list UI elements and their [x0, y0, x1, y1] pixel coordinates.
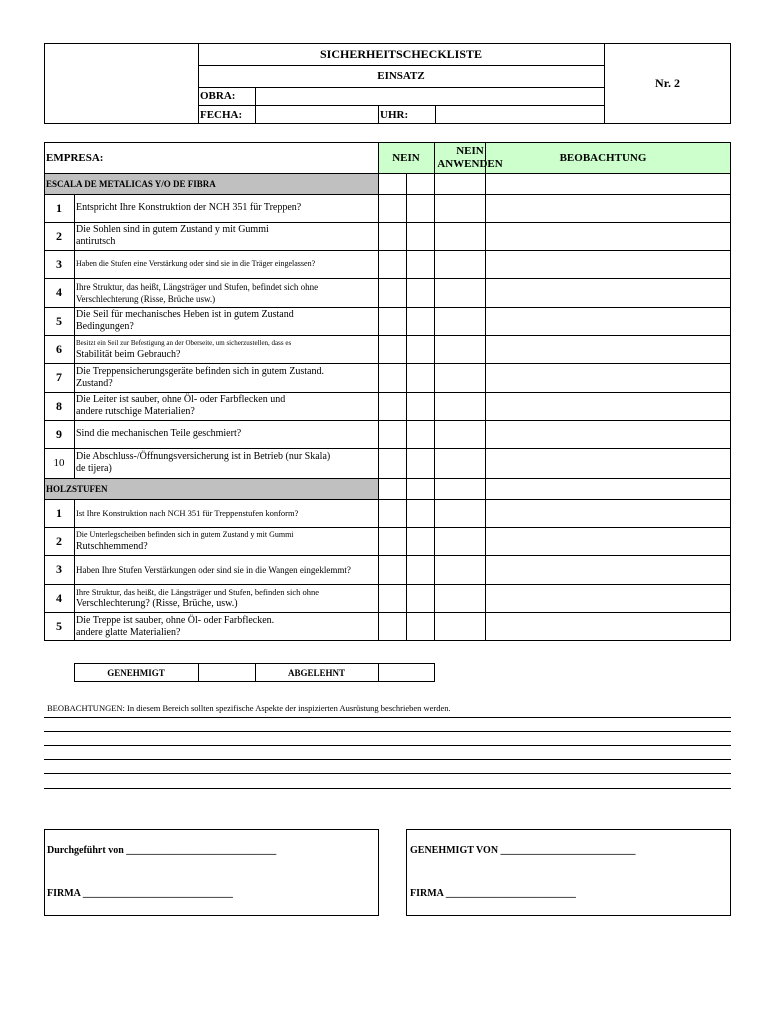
row-number: 1: [56, 505, 62, 520]
row-number: 5: [56, 619, 62, 633]
row-number: 5: [56, 313, 62, 328]
question-text: Entspricht Ihre Konstruktion der NCH 351 für Treppen?: [76, 202, 302, 213]
col-nein-anwenden-line1: NEIN: [456, 144, 484, 157]
row-number: 10: [53, 457, 65, 469]
question-text: Besitzt ein Seil zur Befestigung an der Oberseite, um sicherzustellen, dass es Stabilität beim Gebrauch?: [76, 339, 292, 360]
question-text: Die Unterlegscheiben befinden sich in gutem Zustand y mit Gummi Rutschhemmend?: [76, 530, 294, 552]
col-nein-anwenden-line2: ANWENDEN: [437, 157, 503, 170]
right-firma-field[interactable]: FIRMA __________________________: [410, 888, 576, 899]
form-subtitle: EINSATZ: [377, 70, 425, 82]
row-number: 4: [56, 590, 62, 605]
fecha-label: FECHA:: [200, 108, 243, 121]
row-number: 2: [56, 228, 62, 243]
observation-line: [44, 759, 731, 760]
row-number: 2: [56, 533, 62, 548]
uhr-field[interactable]: [436, 105, 604, 124]
observation-line: [44, 788, 731, 789]
approved-checkbox[interactable]: [199, 664, 254, 681]
row-number: 3: [56, 256, 62, 271]
question-text: Ihre Struktur, das heißt, die Längsträger und Stufen, befinden sich ohne Verschlechterung? (Risse, Brüche, usw.): [76, 587, 320, 609]
signature-box-left: [44, 829, 379, 916]
row-number: 1: [56, 200, 62, 215]
question-text: Die Leiter ist sauber, ohne Öl- oder Farbflecken und andere rutschige Materialien?: [76, 394, 286, 417]
question-text: Haben Ihre Stufen Verstärkungen oder sind sie in die Wangen eingeklemmt?: [76, 564, 351, 575]
row-number: 4: [56, 285, 62, 299]
question-text: Ihre Struktur, das heißt, Längsträger und Stufen, befindet sich ohne Verschlechterung (Risse, Brüche usw.): [76, 281, 319, 304]
empresa-label: EMPRESA:: [46, 151, 104, 164]
section-title: HOLZSTUFEN: [46, 483, 108, 494]
left-firma-field[interactable]: FIRMA ______________________________: [47, 888, 233, 899]
observation-line: [44, 731, 731, 732]
col-beobachtung: BEOBACHTUNG: [559, 151, 647, 164]
form-title: SICHERHEITSCHECKLISTE: [319, 46, 483, 61]
obra-label: OBRA:: [200, 90, 236, 102]
observations-text: BEOBACHTUNGEN: In diesem Bereich sollten spezifische Aspekte der inspizierten Ausrüstung beschrieben werden.: [47, 703, 451, 713]
row-number: 7: [56, 370, 62, 384]
uhr-label: UHR:: [380, 108, 409, 121]
row-number: 8: [56, 398, 62, 413]
col-nein: NEIN: [392, 151, 420, 164]
question-text: Die Sohlen sind in gutem Zustand y mit Gummi antirutsch: [76, 224, 269, 247]
question-text: Die Treppensicherungsgeräte befinden sich in gutem Zustand. Zustand?: [76, 365, 324, 389]
form-number: Nr. 2: [655, 76, 680, 90]
fecha-field[interactable]: [256, 105, 378, 124]
approved-label: GENEHMIGT: [107, 667, 165, 678]
row-number: 3: [56, 562, 62, 576]
rejected-checkbox[interactable]: [379, 664, 434, 681]
performed-by-field[interactable]: Durchgeführt von ______________________________: [47, 845, 277, 856]
question-text: Die Seil für mechanisches Heben ist in gutem Zustand Bedingungen?: [76, 309, 294, 332]
question-text: Die Treppe ist sauber, ohne Öl- oder Farbflecken. andere glatte Materialien?: [76, 614, 275, 638]
section-title: ESCALA DE METALICAS Y/O DE FIBRA: [46, 178, 216, 189]
observation-line: [44, 717, 731, 718]
signature-box-right: [406, 829, 731, 916]
question-text: Ist Ihre Konstruktion nach NCH 351 für Treppenstufen konform?: [76, 508, 299, 518]
row-number: 6: [56, 341, 62, 356]
row-number: 9: [56, 426, 62, 441]
question-text: Haben die Stufen eine Verstärkung oder sind sie in die Träger eingelassen?: [76, 259, 316, 268]
rejected-label: ABGELEHNT: [287, 667, 345, 678]
obra-field[interactable]: [256, 87, 604, 105]
question-text: Sind die mechanischen Teile geschmiert?: [76, 428, 242, 439]
question-text: Die Abschluss-/Öffnungsversicherung ist in Betrieb (nur Skala) de tijera): [76, 451, 331, 474]
observation-line: [44, 773, 731, 774]
observation-line: [44, 745, 731, 746]
approved-by-field[interactable]: GENEHMIGT VON ___________________________: [410, 845, 636, 856]
